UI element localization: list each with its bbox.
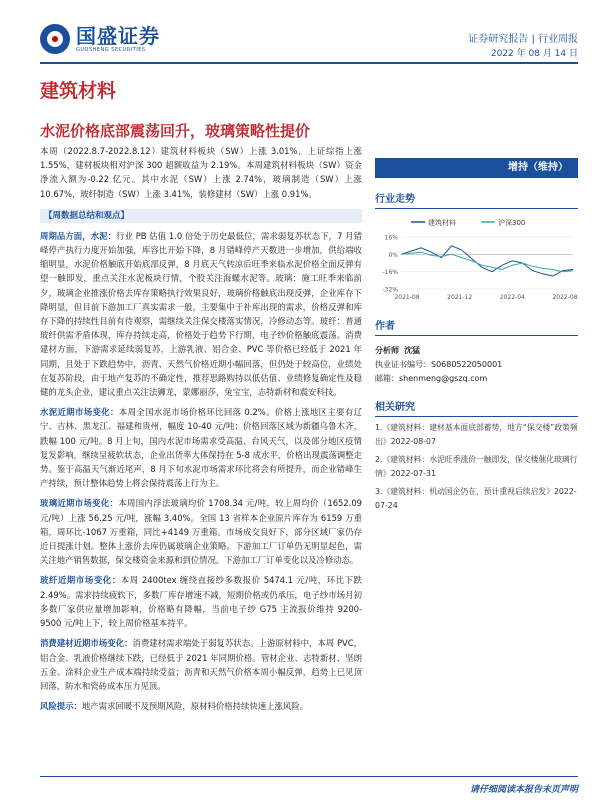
footer-disclaimer: 请仔细阅读本报告末页声明 xyxy=(469,785,578,795)
analyst-email[interactable]: 邮箱：shenmeng@gszq.com xyxy=(375,374,488,383)
paragraph-consumer xyxy=(40,636,362,693)
report-headline: 水泥价格底部震荡回升，玻璃策略性提价 xyxy=(40,122,311,140)
legend-label: 建筑材料 xyxy=(428,219,456,227)
y-tick-label: 16% xyxy=(384,234,398,242)
trend-heading: 行业走势 xyxy=(375,190,578,209)
trend-chart xyxy=(375,215,578,305)
author-block xyxy=(375,344,578,386)
related-list xyxy=(375,421,578,513)
paragraph-lead: 周期品方面，水泥： xyxy=(40,230,117,241)
brand-logo xyxy=(40,24,160,54)
trend-chart-svg xyxy=(375,215,578,305)
paragraph-text: 行业 PB 估值 1.0 倍处于历史最低位，需求弱复苏状态下，7 月错峰停产执行力度开始加强，库容比开始下降，8 月错峰停产天数进一步增加，供给端收缩明显，水泥价格触底开始底部反弹，8 月底天气转凉后旺季来临水泥价格全面反弹有望一触即发，重点关注水泥板块行情，个股关注海螺水泥等。玻璃：施工旺季来临前夕，玻璃企业推涨价格去库存策略执行效果良好，玻璃价格触底出现反弹，企业库存下降明显，但目前下游加工厂真实需求一般，主要集中于补库出现的需求，价格反弹和库存下降的持续性目前有待观察，需继续关注保交楼落实情况，冷修动态等。玻纤：普通玻纤供需矛盾体现，库存持续走高，价格处于趋势下行期，电子纱价格触底震荡。消费建材方面，下游需求延续弱复苏，上游乳液、铝合金、PVC 等价格已经低于 2021 年同期，且处于下跌趋势中，沥青、天然气价格近期小幅回落，但仍处于较高位，业绩处在复苏阶段，由于地产复苏的不确定性，推荐思路购持以低估值、业绩修复确定性及稳健的龙头企业，建议重点关注法狮龙，蒙娜丽莎，兔宝宝，志特新材和震安科技。 xyxy=(40,230,362,398)
page-header xyxy=(0,0,600,70)
section-title: 【周数据总结和观点】 xyxy=(40,209,362,223)
y-tick-label: 0% xyxy=(388,251,398,259)
logo-name: 国盛证券 xyxy=(76,24,160,48)
author-heading: 作者 xyxy=(375,317,578,336)
footer-divider xyxy=(40,776,578,777)
summary-paragraph: 本周（2022.8.7-2022.8.12）建筑材料板块（SW）上涨 3.01%，上证综指上涨 1.55%，建材板块相对沪深 300 超额收益为 2.19%。本周建筑材料板块（SW）资金净流入额为-0.22 亿元。其中水泥（SW）上涨 2.74%，玻璃制造（SW）上涨 10.67%，玻纤制造（SW）上涨 3.41%，装修建材（SW）上涨 0.91%。 xyxy=(40,146,362,199)
y-tick-label: -32% xyxy=(382,286,398,294)
related-heading: 相关研究 xyxy=(375,398,578,417)
paragraph-text: 本周 2400tex 缠绕直接纱多数报价 5474.1 元/吨，环比下跌 2.49%。需求持续疲软下，多数厂库存增速不减，短期价格或仍承压，电子纱市场月初多数厂家供应量增加影响，价格略有降幅，当前电子纱 G75 主流报价维持 9200-9500 元/吨上下，较上周价格基本持平。 xyxy=(40,575,362,629)
paragraph-text: 消费建材需求端处于弱复苏状态。上游原材料中，本周 PVC，铝合金、乳液价格继续下跌，已经低于 2021 年同期价格。管材企业、志特新材、坚朗五金、涂料企业生产成本端持续受益；沥青和天然气价格本周小幅反弹，趋势上已见顶回落，防水和瓷砖成本压力见顶。 xyxy=(40,638,362,691)
paragraph-lead: 水泥近期市场变化： xyxy=(40,407,119,418)
paragraph-lead: 玻璃近期市场变化： xyxy=(40,498,119,509)
paragraph-cycle xyxy=(40,229,362,399)
logo-english: GUOSHENG SECURITIES xyxy=(76,47,146,53)
paragraph-lead: 风险提示： xyxy=(40,701,82,712)
x-tick-label: 2022-08 xyxy=(552,294,578,301)
related-item[interactable]: 1.《建筑材料：建材基本面底部蓄势，地方“保交楼”政策频出》2022-08-07 xyxy=(375,423,578,446)
paragraph-glass xyxy=(40,496,362,567)
industry-title: 建筑材料 xyxy=(40,80,117,102)
legend-label: 沪深300 xyxy=(498,219,526,227)
y-tick-label: -16% xyxy=(382,269,398,277)
main-content xyxy=(40,142,362,713)
x-tick-label: 2021-08 xyxy=(394,294,420,301)
paragraph-fiberglass xyxy=(40,573,362,630)
related-item[interactable]: 3.《建筑材料：机动国企仍在，预计重视后续启发》2022-07-24 xyxy=(375,487,577,510)
analyst-label: 分析师 xyxy=(375,346,399,355)
page-footer xyxy=(0,776,600,800)
analyst-name: 沈猛 xyxy=(404,346,421,355)
paragraph-text: 本周国内浮法玻璃均价 1708.34 元/吨，较上周均价（1652.09 元/吨）上涨 56.25 元/吨，涨幅 3.40%。全国 13 省样本企业原片库存为 6159 万重箱，周环比-1067 万重箱，同比+4149 万重箱。市场成交良好下，部分区域厂家仍存近日提涨计划。整体上涨价去库仍属玻璃企业策略。下游加工厂订单仍无明显起色，需关注地产销售数据，保交楼资金来源和到位情况。下游加工厂订单变化以及冷修动态。 xyxy=(40,498,362,566)
report-type: 证券研究报告 | 行业周报 xyxy=(468,34,578,45)
paragraph-text: 地产需求回暖不及预期风险，原材料价格持续快速上涨风险。 xyxy=(81,701,308,712)
x-tick-label: 2021-12 xyxy=(447,294,473,301)
paragraph-cement xyxy=(40,405,362,490)
analyst-line xyxy=(375,344,578,358)
series-line xyxy=(401,252,573,272)
logo-mark-icon xyxy=(40,24,70,54)
paragraph-risk xyxy=(40,699,362,713)
paragraph-text: 本周全国水泥市场价格环比回落 0.2%。价格上涨地区主要有辽宁、吉林、黑龙江、福建和贵州，幅度 10-40 元/吨；价格回落区域为新疆乌鲁木齐，跌幅 100 元/吨。8 月上旬，国内水泥市场需求受高温、台风天气，以及部分地区疫情复发影响，继续呈疲软状态，企业出货率大体保持在 5-8 成水平，价格出现震荡调整走势。鉴于高温天气渐近尾声，8 月下旬水泥市场需求环比将会有所提升，而企业错峰生产持续，预计整体趋势上将会保持震荡上行为主。 xyxy=(40,407,363,489)
sidebar xyxy=(375,158,578,513)
rating-badge: 增持（维持） xyxy=(375,158,578,178)
related-item[interactable]: 2.《建筑材料：水泥旺季涨价一触即发，保交楼催化玻璃行情》2022-07-31 xyxy=(375,455,578,478)
x-tick-label: 2022-04 xyxy=(499,294,525,301)
header-divider xyxy=(40,62,578,64)
analyst-cert: 执业证书编号：S0680522050001 xyxy=(375,360,503,369)
report-date: 2022 年 08 月 14 日 xyxy=(490,49,578,59)
paragraph-lead: 玻纤近期市场变化： xyxy=(40,575,121,586)
paragraph-lead: 消费建材近期市场变化： xyxy=(40,638,133,649)
